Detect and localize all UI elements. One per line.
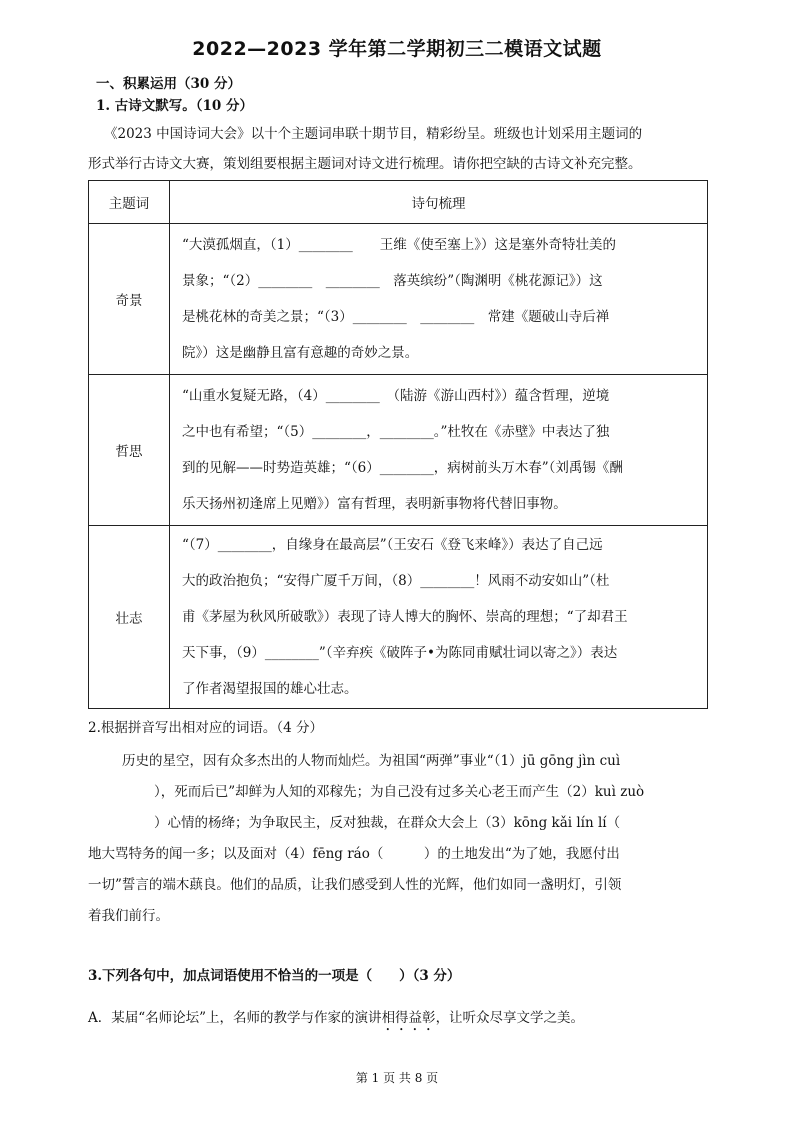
intro-line-2: 形式举行古诗文大赛，策划组要根据主题词对诗文进行梳理。请你把空缺的古诗文补充完整。 bbox=[88, 156, 642, 172]
theme-cell: 哲思 bbox=[89, 375, 170, 526]
question-2-passage bbox=[88, 746, 724, 932]
poem-line: 了作者渴望报国的雄心壮志。 bbox=[182, 681, 358, 697]
poem-line: “大漠孤烟直，（1）________ 王维《使至塞上》）这是塞外奇特壮美的 bbox=[182, 237, 616, 253]
table-row bbox=[89, 224, 708, 375]
table-row bbox=[89, 375, 708, 526]
passage-line: ）心情的杨绛；为争取民主，反对独裁，在群众大会上（3）kōng kǎi lín lí（ bbox=[154, 815, 621, 831]
poem-line: 院》）这是幽静且富有意趣的奇妙之景。 bbox=[182, 345, 419, 361]
question-3-heading: 3.下列各句中，加点词语使用不恰当的一项是（ ）（3 分） bbox=[88, 968, 461, 984]
page-title: 2022—2023 学年第二学期初三二模语文试题 bbox=[192, 38, 602, 60]
dotted-phrase: 相得益彰 bbox=[381, 1010, 436, 1026]
poem-line: 景象；“（2）________ ________ 落英缤纷”（陶渊明《桃花源记》）这 bbox=[182, 273, 603, 289]
table-header-poems: 诗句梳理 bbox=[170, 181, 708, 224]
poem-line: 是桃花林的奇美之景；“（3）________ ________ 常建《题破山寺后禅 bbox=[182, 309, 610, 325]
poem-line: 甫《茅屋为秋风所破歌》）表现了诗人博大的胸怀、崇高的理想；“了却君王 bbox=[182, 609, 628, 625]
question-3-option-a bbox=[88, 1006, 584, 1034]
poem-table bbox=[88, 180, 708, 709]
passage-line: 一切”誓言的端木蕻良。他们的品质，让我们感受到人性的光辉，他们如同一盏明灯，引领 bbox=[88, 877, 622, 893]
poem-cell bbox=[170, 224, 708, 375]
passage-line: 着我们前行。 bbox=[88, 908, 169, 924]
poem-line: 到的见解——时势造英雄；“（6）________，病树前头万木春”（刘禹锡《酬 bbox=[182, 460, 623, 476]
passage-line: ），死而后已”却鲜为人知的邓稼先；为自己没有过多关心老王而产生（2）kuì zuò bbox=[154, 784, 645, 800]
poem-line: 乐天扬州初逢席上见赠》）富有哲理，表明新事物将代替旧事物。 bbox=[182, 496, 567, 512]
poem-line: “山重水复疑无路，（4）________ （陆游《游山西村》）蕴含哲理，逆境 bbox=[182, 388, 610, 404]
poem-line: “（7）________，自缘身在最高层”（王安石《登飞来峰》）表达了自己远 bbox=[182, 537, 603, 553]
question-1-heading: 1. 古诗文默写。（10 分） bbox=[96, 98, 254, 114]
theme-cell: 壮志 bbox=[89, 526, 170, 709]
theme-cell: 奇景 bbox=[89, 224, 170, 375]
poem-line: 天下事，（9）________”（辛弃疾《破阵子•为陈同甫赋壮词以寄之》）表达 bbox=[182, 645, 618, 661]
section-heading: 一、积累运用（30 分） bbox=[96, 76, 241, 92]
table-row bbox=[89, 526, 708, 709]
passage-line: 历史的星空，因有众多杰出的人物而灿烂。为祖国“两弹”事业“（1）jū gōng jìn cuì bbox=[122, 753, 621, 769]
table-header-theme: 主题词 bbox=[89, 181, 170, 224]
poem-cell bbox=[170, 526, 708, 709]
intro-line-1: 《2023 中国诗词大会》以十个主题词串联十期节目，精彩纷呈。班级也计划采用主题词的 bbox=[104, 126, 643, 142]
poem-line: 之中也有希望；“（5）________，________。”杜牧在《赤壁》中表达了独 bbox=[182, 424, 610, 440]
passage-line: 地大骂特务的闻一多；以及面对（4）fēng ráo（ ）的土地发出“为了她，我愿付出 bbox=[88, 846, 620, 862]
question-2-heading: 2.根据拼音写出相对应的词语。（4 分） bbox=[88, 720, 324, 736]
poem-cell bbox=[170, 375, 708, 526]
option-a-text-end: ，让听众尽享文学之美。 bbox=[435, 1010, 585, 1026]
poem-line: 大的政治抱负；“安得广厦千万间，（8）________！风雨不动安如山”（杜 bbox=[182, 573, 610, 589]
page-footer: 第 1 页 共 8 页 bbox=[355, 1071, 439, 1085]
option-a-text: A．某届“名师论坛”上，名师的教学与作家的演讲 bbox=[88, 1010, 382, 1026]
